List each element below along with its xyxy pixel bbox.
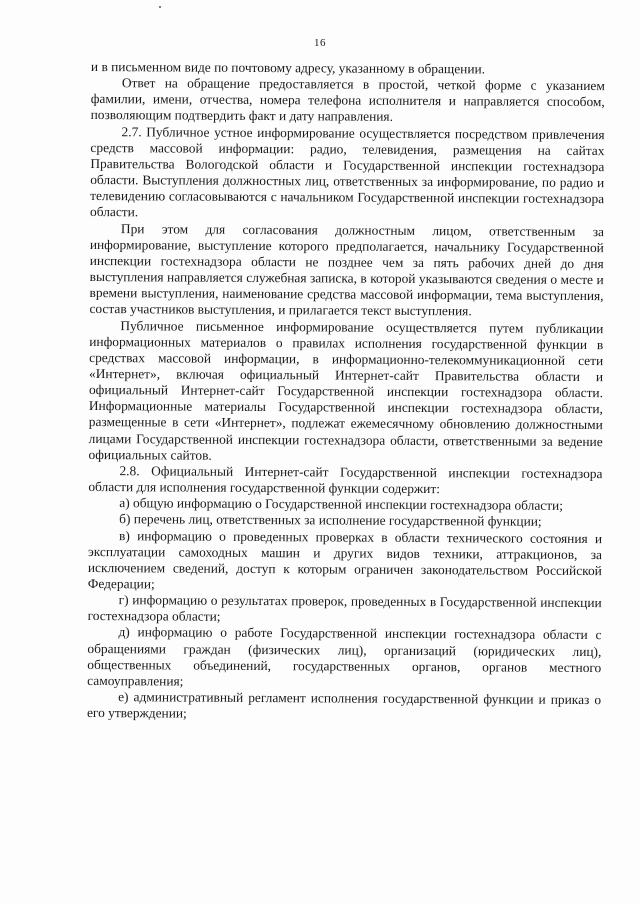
paragraph-2-8: 2.8. Официальный Интернет-сайт Государственной инспекции гостехнадзора области для исполнения государственной функции содержит: xyxy=(88,463,603,497)
scan-speck xyxy=(159,6,161,8)
list-item-a: а) общую информацию о Государственной инспекции гостехнадзора области; xyxy=(119,495,564,514)
paragraph-written-info: Публичное письменное информирование осуществляется путем публикации информационных материалов о правилах исполнения государственной функции в средствах массовой информации, в информационно-телекоммуникационной сети «Интернет», включая официальный Интернет-сайт Правительства области и официальный Интернет-сайт Государственной инспекции гостехнадзора области. Информационные материалы Государственной инспекции гостехнадзора области, размещенные в сети «Интернет», подлежат ежемесячному обновлению должностными лицами Государственной инспекции гостехнадзора области, ответственными за ведение официальных сайтов. xyxy=(88,317,604,463)
page-number: 16 xyxy=(314,37,326,49)
list-item-d: д) информацию о работе Государственной инспекции гостехнадзора области с обращениями граждан (физических лиц), организаций (юридических лиц), общественных объединений, государственных органов, органов местного самоуправления; xyxy=(87,624,602,689)
list-item-v: в) информацию о проведенных проверках в области технического состояния и эксплуатации самоходных машин и других видов техники, аттракционов, за исключением сведений, доступ к которым ограничен законодательством Российской Федерации; xyxy=(87,527,603,592)
list-item-b: б) перечень лиц, ответственных за исполнение государственной функции; xyxy=(119,511,542,530)
paragraph-answer-form: Ответ на обращение предоставляется в простой, четкой форме с указанием фамилии, имени, отчества, номера телефона исполнителя и направляется способом, позволяющим подтвердить факт и дату направления. xyxy=(90,75,605,125)
paragraph-continuation: и в письменном виде по почтовому адресу, указанному в обращении. xyxy=(90,59,486,77)
paragraph-2-7: 2.7. Публичное устное информирование осуществляется посредством привлечения средств массовой информации: радио, телевидения, размещения на сайтах Правительства Вологодской области и Государственной инспекции гостехнадзора области. Выступления должностных лиц, ответственных за информирование, по радио и телевидению согласовываются с начальником Государственной инспекции гостехнадзора области. xyxy=(90,123,605,220)
body-text xyxy=(87,59,605,725)
list-item-g: г) информацию о результатах проверок, проведенных в Государственной инспекции гостехнадзора области; xyxy=(87,592,602,625)
paragraph-approval: При этом для согласования должностным лицом, ответственным за информирование, выступление которого предполагается, начальнику Государственной инспекции гостехнадзора области не позднее чем за пять рабочих дней до дня выступления направляется служебная записка, в которой указываются сведения о месте и времени выступления, наименование средства массовой информации, тема выступления, состав участников выступления, и прилагается текст выступления. xyxy=(89,220,605,319)
list-item-e: е) административный регламент исполнения государственной функции и приказ о его утверждении; xyxy=(86,689,602,721)
